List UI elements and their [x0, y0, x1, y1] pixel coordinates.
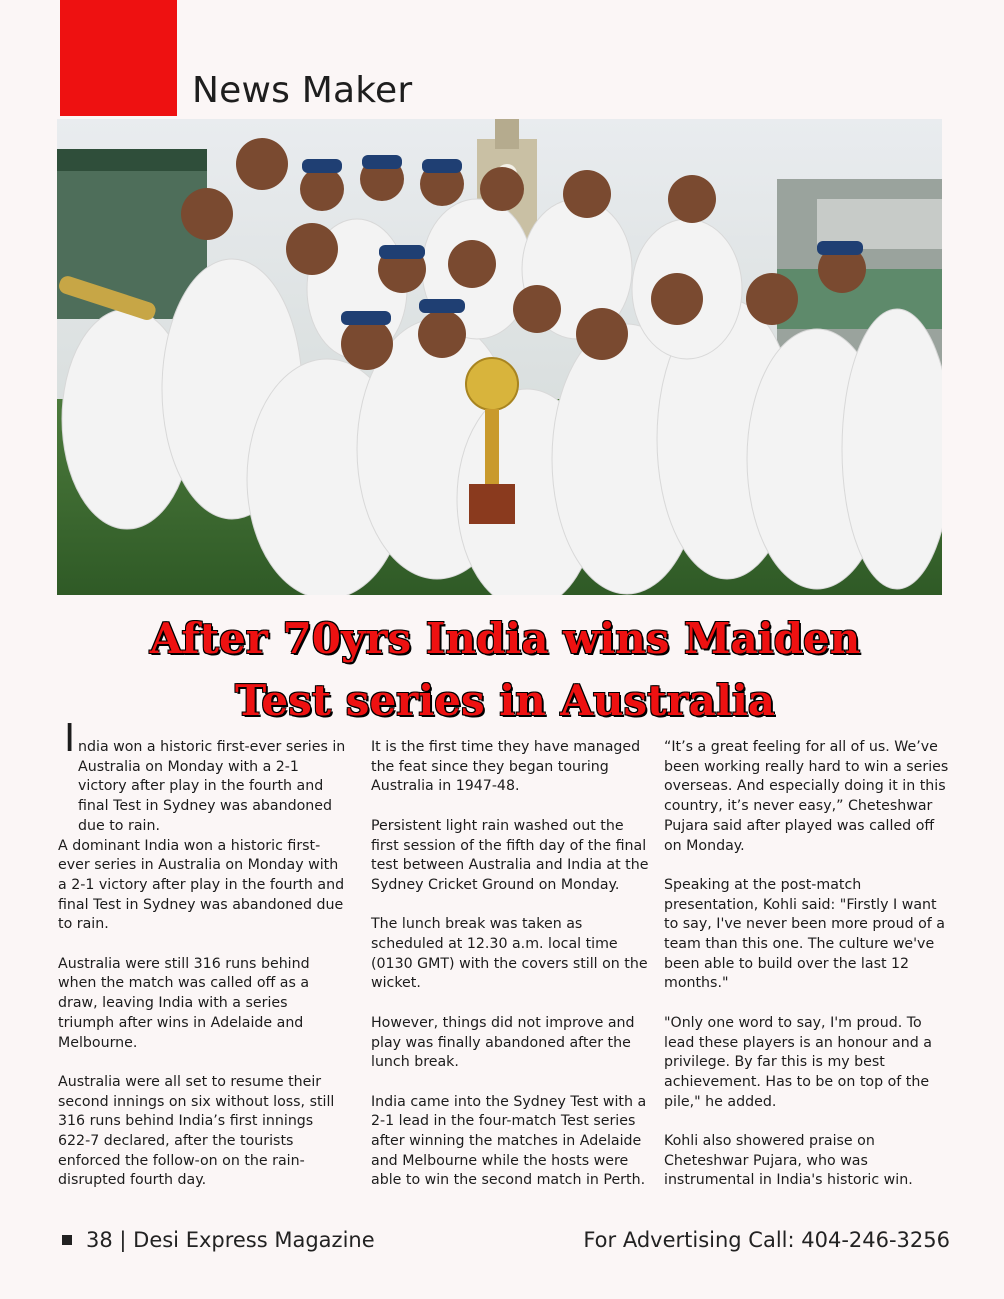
paragraph: "Only one word to say, I'm proud. To lead these players is an honour and a privilege. By far this is my best achievement. Has to be on top of the pile," he added.	[664, 1014, 932, 1110]
team-celebration-photo	[57, 119, 942, 595]
paragraph: However, things did not improve and play was finally abandoned after the lunch break.	[371, 1014, 635, 1071]
paragraph: Australia were still 316 runs behind when the match was called off as a draw, leaving India with a series triumph after wins in Adelaide and Melbourne.	[58, 955, 310, 1051]
paragraph: Australia were all set to resume their second innings on six without loss, still 316 runs behind India’s first innings 622-7 declared, after the tourists enforced the follow-on on the rain-disrupted fourth day.	[58, 1073, 335, 1189]
paragraph: The lunch break was taken as scheduled at 12.30 a.m. local time (0130 GMT) with the covers still on the wicket.	[371, 916, 648, 992]
lead-paragraph	[58, 716, 348, 837]
article-headline	[40, 608, 970, 732]
article-column-3	[664, 738, 954, 1211]
paragraph: A dominant India won a historic first-ever series in Australia on Monday with a 2-1 victory after play in the fourth and final Test in Sydney was abandoned due to rain.	[58, 837, 345, 933]
section-label: News Maker	[192, 70, 413, 111]
paragraph: Speaking at the post-match presentation, Kohli said: "Firstly I want to say, I've never been more proud of a team than this one. The culture we've been able to build over the last 12 months."	[664, 876, 945, 992]
photo-illustration	[57, 119, 942, 595]
paragraph: India came into the Sydney Test with a 2-1 lead in the four-match Test series after winning the matches in Adelaide and Melbourne while the hosts were able to win the second match in Perth.	[371, 1093, 647, 1189]
paragraph: It is the first time they have managed the feat since they began touring Australia in 1947-48.	[371, 739, 641, 795]
footer-advertising: For Advertising Call: 404-246-3256	[583, 1228, 950, 1252]
paragraph: Kohli also showered praise on Cheteshwar Pujara, who was instrumental in India's historic win.	[664, 1133, 913, 1189]
square-bullet-icon	[62, 1235, 72, 1245]
section-accent-block	[60, 0, 177, 116]
paragraph: “It’s a great feeling for all of us. We’ve been working really hard to win a series overseas. And especially doing it in this country, it’s never easy,” Cheteshwar Pujara said after played was called off on Monday.	[664, 739, 949, 854]
footer-page-text: 38 | Desi Express Magazine	[86, 1228, 375, 1252]
article-column-1	[58, 716, 348, 1211]
footer-page-info	[62, 1228, 375, 1252]
lead-text: ndia won a historic first-ever series in Australia on Monday with a 2-1 victory after play in the fourth and final Test in Sydney was abandoned due to rain.	[78, 739, 346, 834]
article-column-2	[371, 738, 651, 1211]
paragraph: Persistent light rain washed out the first session of the fifth day of the final test between Australia and India at the Sydney Cricket Ground on Monday.	[371, 817, 649, 893]
headline-line-2: Test series in Australia	[234, 676, 775, 725]
headline-line-1: After 70yrs India wins Maiden	[149, 614, 861, 663]
drop-cap: I	[64, 716, 76, 760]
